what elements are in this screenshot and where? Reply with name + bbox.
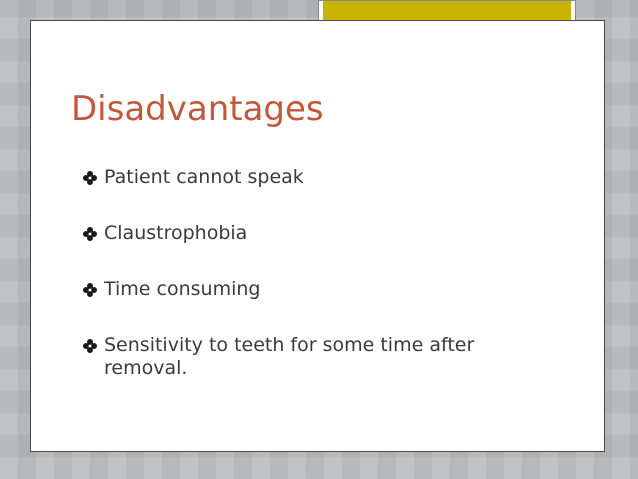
flower-bullet-icon [82,338,98,354]
flower-bullet-icon [82,282,98,298]
slide-title: Disadvantages [71,89,324,129]
flower-bullet-icon [82,226,98,242]
bullet-text: Time consuming [104,278,261,300]
bullet-text: Claustrophobia [104,222,248,244]
bullet-item [72,166,522,189]
flower-bullet-icon [82,170,98,186]
bullet-item [72,222,522,245]
bullet-text: Patient cannot speak [104,166,304,188]
bullet-item [72,334,522,380]
bullet-item [72,278,522,301]
bullet-text: Sensitivity to teeth for some time after removal. [104,334,475,379]
bullet-list [72,166,522,380]
